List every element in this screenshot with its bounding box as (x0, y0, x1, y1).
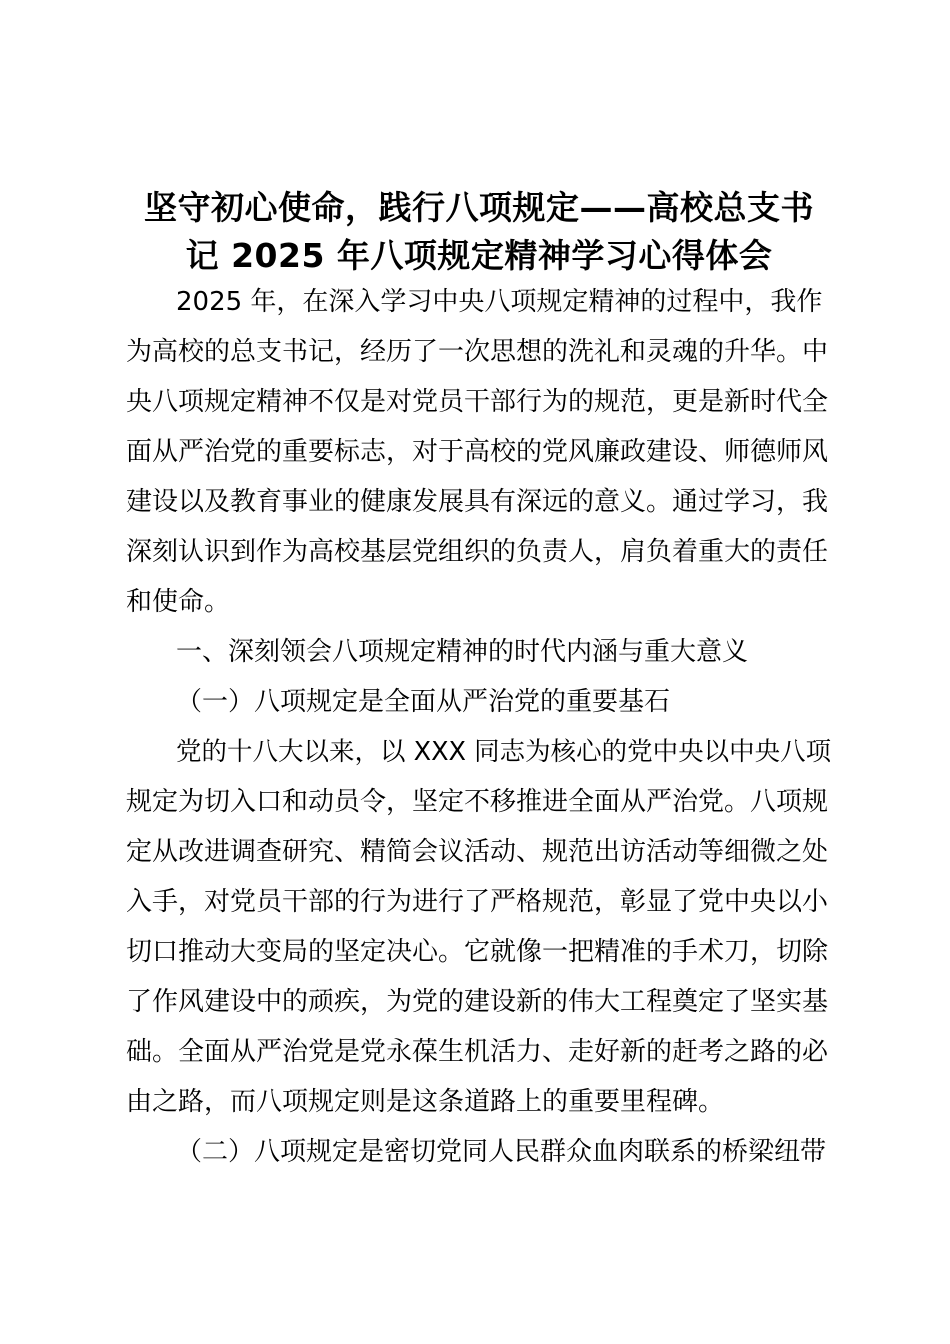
body-line-8: 党的十八大以来，以 XXX 同志为核心的党中央以中央八项 (176, 737, 832, 767)
body-line-1: 2025 年，在深入学习中央八项规定精神的过程中，我作 (176, 287, 823, 317)
body-line-12: 切口推动大变局的坚定决心。它就像一把精准的手术刀，切除 (126, 937, 829, 967)
subsection-heading-1: （一）八项规定是全面从严治党的重要基石 (176, 687, 671, 717)
document-title-line-2: 记 2025 年八项规定精神学习心得体会 (185, 236, 773, 275)
subsection-heading-2: （二）八项规定是密切党同人民群众血肉联系的桥梁纽带 (176, 1137, 827, 1167)
body-line-3: 央八项规定精神不仅是对党员干部行为的规范，更是新时代全 (126, 387, 829, 417)
document-title-line-1: 坚守初心使命，践行八项规定——高校总支书 (144, 188, 814, 227)
section-heading-1: 一、深刻领会八项规定精神的时代内涵与重大意义 (176, 637, 749, 667)
body-line-5: 建设以及教育事业的健康发展具有深远的意义。通过学习，我 (126, 487, 829, 517)
body-line-9: 规定为切入口和动员令，坚定不移推进全面从严治党。八项规 (126, 787, 829, 817)
body-line-7: 和使命。 (126, 587, 231, 617)
body-line-13: 了作风建设中的顽疾，为党的建设新的伟大工程奠定了坚实基 (126, 987, 829, 1017)
body-line-10: 定从改进调查研究、精简会议活动、规范出访活动等细微之处 (126, 837, 829, 867)
body-line-11: 入手，对党员干部的行为进行了严格规范，彰显了党中央以小 (126, 887, 829, 917)
body-line-4: 面从严治党的重要标志，对于高校的党风廉政建设、师德师风 (126, 437, 829, 467)
body-line-14: 础。全面从严治党是党永葆生机活力、走好新的赶考之路的必 (126, 1037, 829, 1067)
body-line-15: 由之路，而八项规定则是这条道路上的重要里程碑。 (126, 1087, 725, 1117)
body-line-2: 为高校的总支书记，经历了一次思想的洗礼和灵魂的升华。中 (126, 337, 829, 367)
body-line-6: 深刻认识到作为高校基层党组织的负责人，肩负着重大的责任 (126, 537, 829, 567)
